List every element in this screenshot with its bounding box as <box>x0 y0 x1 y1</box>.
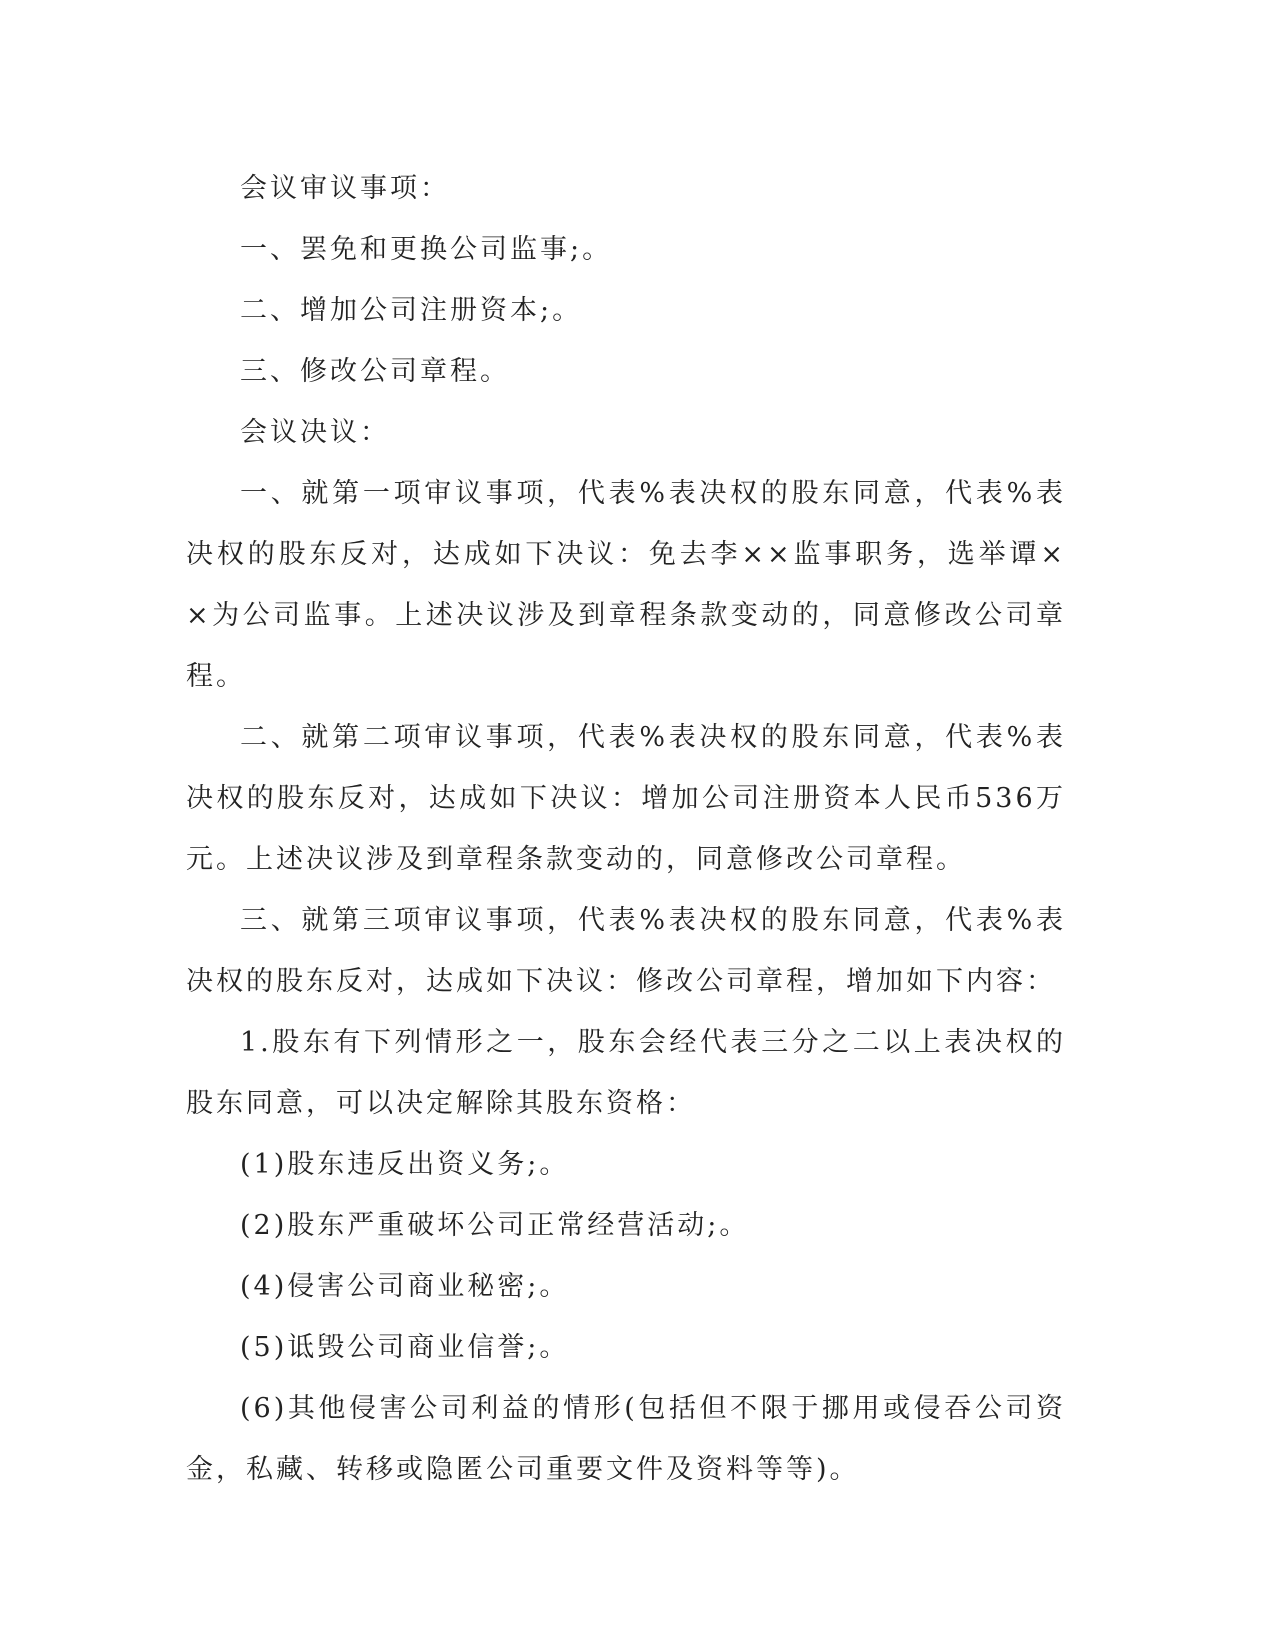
resolution-3: 三、就第三项审议事项，代表%表决权的股东同意，代表%表决权的股东反对，达成如下决议：修改公司章程，增加如下内容： <box>186 905 1066 997</box>
clause-1: 1.股东有下列情形之一，股东会经代表三分之二以上表决权的股东同意，可以决定解除其股东资格： <box>186 1027 1066 1119</box>
resolution-1: 一、就第一项审议事项，代表%表决权的股东同意，代表%表决权的股东反对，达成如下决议：免去李××监事职务，选举谭××为公司监事。上述决议涉及到章程条款变动的，同意修改公司章程。 <box>186 478 1066 692</box>
clause-item-2: (2)股东严重破坏公司正常经营活动;。 <box>240 1210 750 1241</box>
section-heading-agenda: 会议审议事项： <box>240 173 450 204</box>
clause-item-5: (5)诋毁公司商业信誉;。 <box>240 1332 570 1363</box>
section-heading-resolutions: 会议决议： <box>240 417 390 448</box>
document-body <box>186 158 1066 1500</box>
agenda-item-3: 三、修改公司章程。 <box>240 356 510 387</box>
clause-item-4: (4)侵害公司商业秘密;。 <box>240 1271 570 1302</box>
agenda-item-1: 一、罢免和更换公司监事;。 <box>240 234 613 265</box>
clause-item-1: (1)股东违反出资义务;。 <box>240 1149 570 1180</box>
clause-item-6: (6)其他侵害公司利益的情形(包括但不限于挪用或侵吞公司资金，私藏、转移或隐匿公司重要文件及资料等等)。 <box>186 1393 1066 1485</box>
resolution-2: 二、就第二项审议事项，代表%表决权的股东同意，代表%表决权的股东反对，达成如下决议：增加公司注册资本人民币536万元。上述决议涉及到章程条款变动的，同意修改公司章程。 <box>186 722 1066 875</box>
agenda-item-2: 二、增加公司注册资本;。 <box>240 295 583 326</box>
